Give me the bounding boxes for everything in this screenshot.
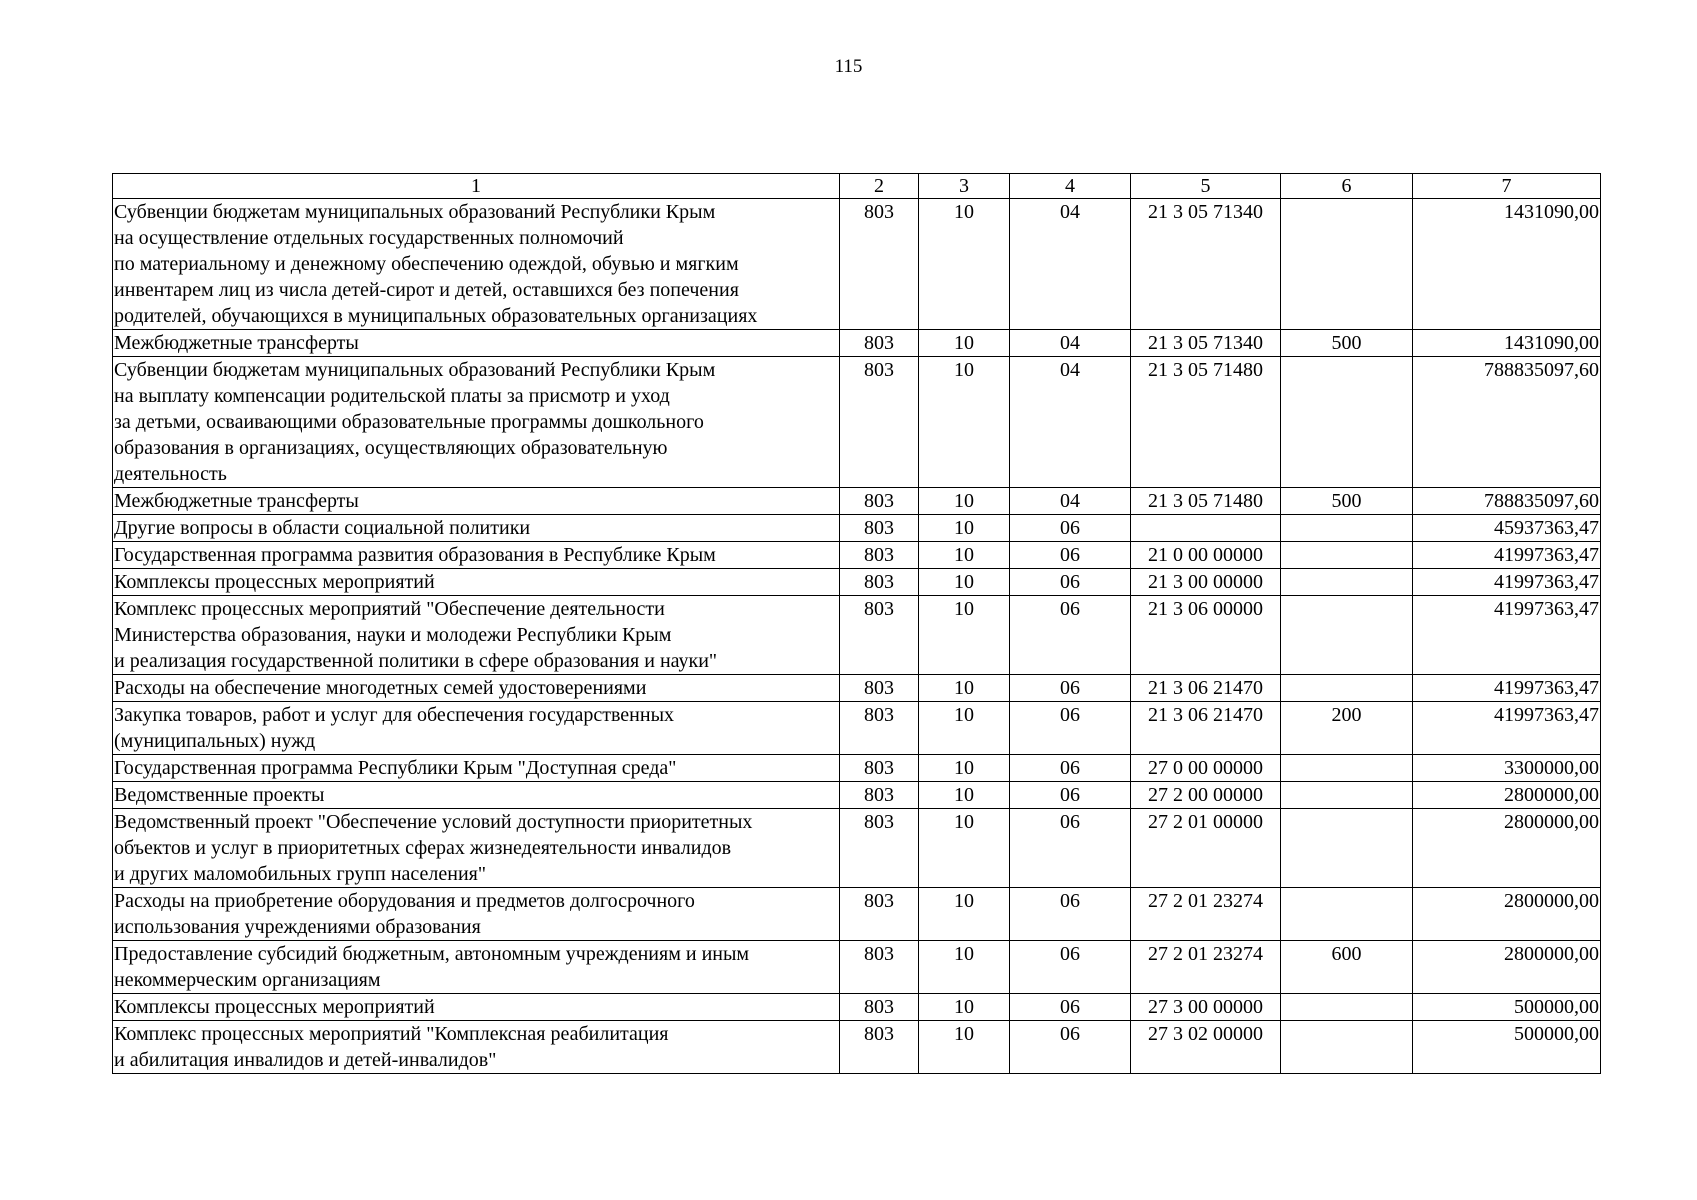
item-name-cell: Другие вопросы в области социальной политики xyxy=(113,515,840,542)
subsection-code-cell: 04 xyxy=(1010,357,1131,488)
target-article-cell xyxy=(1131,515,1281,542)
ministry-code-cell: 803 xyxy=(840,488,919,515)
target-article-cell: 27 2 01 23274 xyxy=(1131,941,1281,994)
subsection-code-cell: 04 xyxy=(1010,488,1131,515)
section-code-cell: 10 xyxy=(919,888,1010,941)
subsection-code-cell: 06 xyxy=(1010,515,1131,542)
ministry-code-cell: 803 xyxy=(840,755,919,782)
expense-type-cell: 600 xyxy=(1281,941,1413,994)
section-code-cell: 10 xyxy=(919,782,1010,809)
target-article-cell: 21 3 06 00000 xyxy=(1131,596,1281,675)
subsection-code-cell: 04 xyxy=(1010,199,1131,330)
item-name-cell: Субвенции бюджетам муниципальных образований Республики Крым на осуществление отдельных государственных полномочий по материальному и денежному обеспечению одеждой, обувью и мягким инвентарем лиц из числа детей-сирот и детей, оставшихся без попечения родителей, обучающихся в муниципальных образовательных организациях xyxy=(113,199,840,330)
expense-type-cell xyxy=(1281,515,1413,542)
table-row xyxy=(113,782,1601,809)
expense-type-cell xyxy=(1281,357,1413,488)
target-article-cell: 21 3 06 21470 xyxy=(1131,675,1281,702)
item-name-cell: Ведомственные проекты xyxy=(113,782,840,809)
expense-type-cell xyxy=(1281,596,1413,675)
amount-cell: 2800000,00 xyxy=(1413,888,1601,941)
ministry-code-cell: 803 xyxy=(840,515,919,542)
section-code-cell: 10 xyxy=(919,941,1010,994)
target-article-cell: 27 0 00 00000 xyxy=(1131,755,1281,782)
table-row xyxy=(113,199,1601,330)
table-row xyxy=(113,941,1601,994)
amount-cell: 45937363,47 xyxy=(1413,515,1601,542)
amount-cell: 2800000,00 xyxy=(1413,809,1601,888)
subsection-code-cell: 06 xyxy=(1010,569,1131,596)
amount-cell: 1431090,00 xyxy=(1413,330,1601,357)
amount-cell: 3300000,00 xyxy=(1413,755,1601,782)
target-article-cell: 21 3 05 71340 xyxy=(1131,199,1281,330)
item-name-cell: Комплексы процессных мероприятий xyxy=(113,994,840,1021)
table-row xyxy=(113,809,1601,888)
ministry-code-cell: 803 xyxy=(840,702,919,755)
amount-cell: 500000,00 xyxy=(1413,1021,1601,1074)
subsection-code-cell: 06 xyxy=(1010,755,1131,782)
item-name-cell: Ведомственный проект "Обеспечение условий доступности приоритетных объектов и услуг в приоритетных сферах жизнедеятельности инвалидов и других маломобильных групп населения" xyxy=(113,809,840,888)
section-code-cell: 10 xyxy=(919,1021,1010,1074)
amount-cell: 41997363,47 xyxy=(1413,569,1601,596)
item-name-cell: Государственная программа развития образования в Республике Крым xyxy=(113,542,840,569)
item-name-cell: Расходы на обеспечение многодетных семей удостоверениями xyxy=(113,675,840,702)
header-cell-3: 3 xyxy=(919,174,1010,199)
subsection-code-cell: 06 xyxy=(1010,888,1131,941)
target-article-cell: 21 3 00 00000 xyxy=(1131,569,1281,596)
item-name-cell: Комплекс процессных мероприятий "Обеспечение деятельности Министерства образования, науки и молодежи Республики Крым и реализация государственной политики в сфере образования и науки" xyxy=(113,596,840,675)
section-code-cell: 10 xyxy=(919,357,1010,488)
ministry-code-cell: 803 xyxy=(840,675,919,702)
item-name-cell: Межбюджетные трансферты xyxy=(113,330,840,357)
section-code-cell: 10 xyxy=(919,199,1010,330)
subsection-code-cell: 06 xyxy=(1010,675,1131,702)
expense-type-cell xyxy=(1281,755,1413,782)
target-article-cell: 27 2 00 00000 xyxy=(1131,782,1281,809)
item-name-cell: Субвенции бюджетам муниципальных образований Республики Крым на выплату компенсации родительской платы за присмотр и уход за детьми, осваивающими образовательные программы дошкольного образования в организациях, осуществляющих образовательную деятельность xyxy=(113,357,840,488)
header-cell-5: 5 xyxy=(1131,174,1281,199)
amount-cell: 2800000,00 xyxy=(1413,941,1601,994)
subsection-code-cell: 06 xyxy=(1010,596,1131,675)
header-row xyxy=(113,174,1601,199)
expense-type-cell xyxy=(1281,675,1413,702)
budget-table xyxy=(112,173,1601,1074)
table-row xyxy=(113,994,1601,1021)
expense-type-cell: 200 xyxy=(1281,702,1413,755)
section-code-cell: 10 xyxy=(919,515,1010,542)
expense-type-cell xyxy=(1281,809,1413,888)
amount-cell: 1431090,00 xyxy=(1413,199,1601,330)
expense-type-cell xyxy=(1281,782,1413,809)
table-row xyxy=(113,1021,1601,1074)
section-code-cell: 10 xyxy=(919,675,1010,702)
subsection-code-cell: 06 xyxy=(1010,1021,1131,1074)
target-article-cell: 21 3 05 71340 xyxy=(1131,330,1281,357)
section-code-cell: 10 xyxy=(919,702,1010,755)
target-article-cell: 21 3 05 71480 xyxy=(1131,357,1281,488)
section-code-cell: 10 xyxy=(919,755,1010,782)
header-cell-7: 7 xyxy=(1413,174,1601,199)
expense-type-cell xyxy=(1281,1021,1413,1074)
ministry-code-cell: 803 xyxy=(840,596,919,675)
expense-type-cell xyxy=(1281,994,1413,1021)
table-row xyxy=(113,755,1601,782)
ministry-code-cell: 803 xyxy=(840,1021,919,1074)
section-code-cell: 10 xyxy=(919,330,1010,357)
item-name-cell: Государственная программа Республики Крым "Доступная среда" xyxy=(113,755,840,782)
amount-cell: 788835097,60 xyxy=(1413,488,1601,515)
section-code-cell: 10 xyxy=(919,488,1010,515)
amount-cell: 41997363,47 xyxy=(1413,702,1601,755)
expense-type-cell xyxy=(1281,888,1413,941)
ministry-code-cell: 803 xyxy=(840,330,919,357)
subsection-code-cell: 06 xyxy=(1010,702,1131,755)
expense-type-cell: 500 xyxy=(1281,488,1413,515)
item-name-cell: Предоставление субсидий бюджетным, автономным учреждениям и иным некоммерческим организациям xyxy=(113,941,840,994)
table-row xyxy=(113,515,1601,542)
target-article-cell: 21 0 00 00000 xyxy=(1131,542,1281,569)
target-article-cell: 21 3 05 71480 xyxy=(1131,488,1281,515)
table-row xyxy=(113,675,1601,702)
section-code-cell: 10 xyxy=(919,809,1010,888)
header-cell-4: 4 xyxy=(1010,174,1131,199)
subsection-code-cell: 06 xyxy=(1010,782,1131,809)
amount-cell: 41997363,47 xyxy=(1413,596,1601,675)
ministry-code-cell: 803 xyxy=(840,888,919,941)
ministry-code-cell: 803 xyxy=(840,782,919,809)
subsection-code-cell: 06 xyxy=(1010,994,1131,1021)
table-row xyxy=(113,357,1601,488)
ministry-code-cell: 803 xyxy=(840,569,919,596)
subsection-code-cell: 06 xyxy=(1010,809,1131,888)
table-row xyxy=(113,596,1601,675)
section-code-cell: 10 xyxy=(919,569,1010,596)
expense-type-cell: 500 xyxy=(1281,330,1413,357)
ministry-code-cell: 803 xyxy=(840,941,919,994)
item-name-cell: Комплексы процессных мероприятий xyxy=(113,569,840,596)
item-name-cell: Расходы на приобретение оборудования и предметов долгосрочного использования учреждениями образования xyxy=(113,888,840,941)
ministry-code-cell: 803 xyxy=(840,199,919,330)
subsection-code-cell: 04 xyxy=(1010,330,1131,357)
target-article-cell: 27 3 00 00000 xyxy=(1131,994,1281,1021)
subsection-code-cell: 06 xyxy=(1010,941,1131,994)
target-article-cell: 27 2 01 23274 xyxy=(1131,888,1281,941)
amount-cell: 788835097,60 xyxy=(1413,357,1601,488)
item-name-cell: Закупка товаров, работ и услуг для обеспечения государственных (муниципальных) нужд xyxy=(113,702,840,755)
page-number: 115 xyxy=(834,56,863,77)
ministry-code-cell: 803 xyxy=(840,809,919,888)
table-row xyxy=(113,569,1601,596)
table-row xyxy=(113,702,1601,755)
header-cell-6: 6 xyxy=(1281,174,1413,199)
table-row xyxy=(113,330,1601,357)
ministry-code-cell: 803 xyxy=(840,357,919,488)
amount-cell: 500000,00 xyxy=(1413,994,1601,1021)
table-row xyxy=(113,542,1601,569)
amount-cell: 41997363,47 xyxy=(1413,542,1601,569)
ministry-code-cell: 803 xyxy=(840,542,919,569)
target-article-cell: 27 3 02 00000 xyxy=(1131,1021,1281,1074)
item-name-cell: Межбюджетные трансферты xyxy=(113,488,840,515)
table-row xyxy=(113,488,1601,515)
table-body xyxy=(113,199,1601,1074)
amount-cell: 2800000,00 xyxy=(1413,782,1601,809)
target-article-cell: 21 3 06 21470 xyxy=(1131,702,1281,755)
item-name-cell: Комплекс процессных мероприятий "Комплексная реабилитация и абилитация инвалидов и детей-инвалидов" xyxy=(113,1021,840,1074)
header-cell-1: 1 xyxy=(113,174,840,199)
section-code-cell: 10 xyxy=(919,542,1010,569)
amount-cell: 41997363,47 xyxy=(1413,675,1601,702)
subsection-code-cell: 06 xyxy=(1010,542,1131,569)
ministry-code-cell: 803 xyxy=(840,994,919,1021)
target-article-cell: 27 2 01 00000 xyxy=(1131,809,1281,888)
expense-type-cell xyxy=(1281,542,1413,569)
header-cell-2: 2 xyxy=(840,174,919,199)
section-code-cell: 10 xyxy=(919,994,1010,1021)
table-row xyxy=(113,888,1601,941)
expense-type-cell xyxy=(1281,569,1413,596)
expense-type-cell xyxy=(1281,199,1413,330)
section-code-cell: 10 xyxy=(919,596,1010,675)
